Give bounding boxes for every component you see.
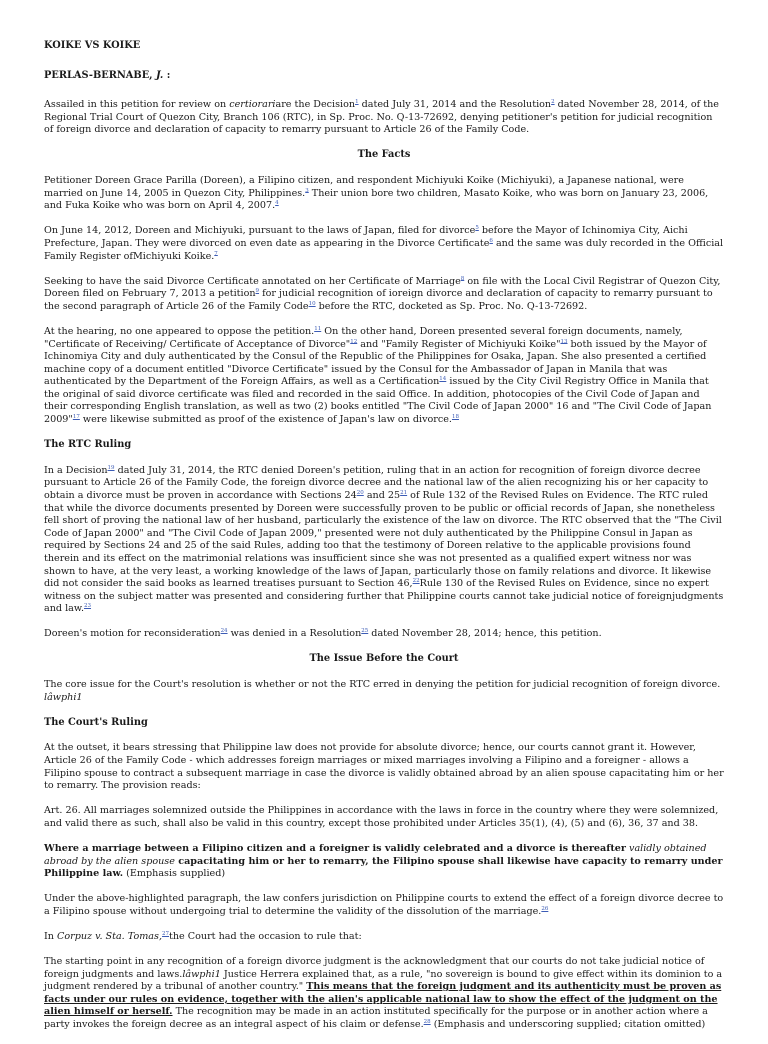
footnote-link[interactable]: 11: [314, 325, 322, 332]
footnote-link[interactable]: 27: [162, 930, 170, 937]
issue-paragraph: The core issue for the Court's resolution is whether or not the RTC erred in denying the petition for judicial recognition of foreign divorce. lâwphi1: [44, 679, 721, 703]
footnote-link[interactable]: 19: [107, 464, 115, 471]
footnote-link[interactable]: 24: [220, 628, 228, 635]
heading-issue-before-court: The Issue Before the Court: [309, 653, 459, 665]
footnote-link[interactable]: 7: [214, 250, 218, 257]
ruling-paragraph-1: At the outset, it bears stressing that Philippine law does not provide for absolute divorce; hence, our courts cannot grant it. However, Article 26 of the Family Code - which addresses foreign marriages or mixed marriages involving a Filipino and a foreigner - allows a Filipino spouse to contract a subsequent marriage in case the divorce is validly obtained abroad by an alien spouse capacitating him or her to remarry. The provision reads:: [44, 742, 724, 792]
footnote-link[interactable]: 25: [361, 628, 369, 635]
footnote-link[interactable]: 3: [305, 187, 309, 194]
footnote-link[interactable]: 10: [308, 300, 316, 307]
footnote-link[interactable]: 9: [255, 288, 260, 295]
facts-paragraph-3: Seeking to have the said Divorce Certificate annotated on her Certificate of Marriage$^8$ on file with the Local Civil Registrar of Quezon City, Doreen filed on February 7, 2013 a petition$^9$ for judicial recognition of ioreign divorce and declaration of capacity to remarry pursuant to the second paragraph of Article 26 of the Family Code$^{10}$ before the RTC, docketed as Sp. Proc. No. Q-13-72692.: [44, 275, 721, 312]
ponente-name: PERLAS-BERNABE,: [44, 69, 153, 81]
intro-paragraph: Assailed in this petition for review on certiorariare the Decision$^1$ dated July 31, 2014 and the Resolution$^2$ dated November 28, 2014, of the Regional Trial Court of Quezon City, Branch 106 (RTC), in Sp. Proc. No. Q-13-72692, denying petitioner's petition for judicial recognition of foreign divorce and declaration of capacity to remarry pursuant to Article 26 of the Family Code.: [44, 99, 719, 136]
facts-paragraph-2: On June 14, 2012, Doreen and Michiyuki, pursuant to the laws of Japan, filed for divorce$^5$ before the Mayor of Ichinomiya City, Aichi Prefecture, Japan. They were divorced on even date as appearing in the Divorce Certificate$^6$ and the same was duly recorded in the Official Family Register ofMichiyuki Koike.$^7$: [44, 225, 724, 262]
document-page: [44, 40, 724, 1044]
ruling-paragraph-2: Under the above-highlighted paragraph, the law confers jurisdiction on Philippine courts to extend the effect of a foreign divorce decree to a Filipino spouse without undergoing trial to determine the validity of the dissolution of the marriage.$^{26}$: [44, 893, 724, 917]
certiorari-term: certiorari: [229, 99, 276, 111]
heading-courts-ruling: The Court's Ruling: [44, 716, 148, 728]
footnote-link[interactable]: 6: [489, 237, 493, 244]
footnote-link[interactable]: 28: [423, 1018, 431, 1025]
footnote-link[interactable]: 17: [72, 413, 80, 420]
facts-paragraph-1: Petitioner Doreen Grace Parilla (Doreen), a Filipino citizen, and respondent Michiyuki Koike (Michiyuki), a Japanese national, were married on June 14, 2005 in Quezon City, Philippines.$^3$ Their union bore two children, Masato Koike, who was born on January 23, 2006, and Fuka Koike who was born on April 4, 2007.$^4$: [44, 175, 709, 212]
footnote-link[interactable]: 26: [541, 905, 549, 912]
watermark-text: lâwphi1: [182, 968, 221, 980]
footnote-link[interactable]: 1: [355, 99, 359, 105]
rtc-paragraph-1: In a Decision$^{19}$ dated July 31, 2014, the RTC denied Doreen's petition, ruling that in an action for recognition of foreign divorce decree pursuant to Article 26 of the Family Code, the foreign divorce decree and the national law of the alien recognizing his or her capacity to obtain a divorce must be proven in accordance with Sections 24$^{20}$ and 25$^{21}$ of Rule 132 of the Revised Rules on Evidence. The RTC ruled that while the divorce documents presented by Doreen were successfully proven to be public or official records of Japan, she nonetheless fell short of proving the national law of her husband, particularly the existence of the law on divorce. The RTC observed that the "The Civil Code of Japan 2000" and "The Civil Code of Japan 2009," presented were not duly authenticated by the Philippine Consul in Japan as required by Sections 24 and 25 of the said Rules, adding too that the testimony of Doreen relative to the applicable provisions found therein and its effect on the matrimonial relations was insufficient since she was not presented as a qualified expert witness nor was shown to have, at the very least, a working knowledge of the laws of Japan, particularly those on family relations and divorce. It likewise did not consider the said books as learned treatises pursuant to Section 46,22Rule 130 of the Revised Rules on Evidence, since no expert witness on the subject matter was presented and considering further that Philippine courts cannot take judicial notice of foreignjudgments and law.$^{23}$: [44, 464, 724, 615]
footnote-link[interactable]: 5: [475, 225, 479, 232]
footnote-link[interactable]: 12: [350, 338, 358, 345]
article-26-second-paragraph: Where a marriage between a Filipino citizen and a foreigner is validly celebrated and a divorce is thereafter validly obtained abroad by the alien spouse capacitating him or her to remarry, the Filipino spouse shall likewise have capacity to remarry under Philippine law. (Emphasis supplied): [44, 842, 723, 880]
footnote-link[interactable]: 8: [460, 275, 465, 282]
footnote-link[interactable]: 4: [275, 200, 279, 207]
footnote-link[interactable]: 18: [451, 413, 459, 420]
underscored-emphasis: This means that the foreign judgment and its authenticity must be proven as facts under our rules on evidence, together with the alien's applicable national law to show the effect of the judgment on the alien himself or herself.: [44, 981, 722, 1018]
footnote-link[interactable]: 13: [560, 338, 568, 345]
watermark-text: lâwphi1: [44, 691, 83, 703]
heading-rtc-ruling: The RTC Ruling: [44, 439, 132, 451]
ponente-suffix: J.: [156, 69, 164, 81]
corpuz-quote-paragraph: The starting point in any recognition of a foreign divorce judgment is the acknowledgment that our courts do not take judicial notice of foreign judgments and laws.lâwphi1 Justice Herrera explained that, as a rule, "no sovereign is bound to give effect within its dominion to a judgment rendered by a tribunal of another country." This means that the foreign judgment and its authenticity must be proven as facts under our rules on evidence, together with the alien's applicable national law to show the effect of the judgment on the alien himself or herself. The recognition may be made in an action instituted specifically for the purpose or in another action where a party invokes the foreign decree as an integral aspect of his claim or defense.$^{28}$ (Emphasis and underscoring supplied; citation omitted): [44, 955, 723, 1030]
footnote-link[interactable]: 23: [84, 603, 91, 610]
rtc-paragraph-2: Doreen's motion for reconsideration$^{24}$ was denied in a Resolution$^{25}$ dated November 28, 2014; hence, this petition.: [44, 628, 602, 640]
article-26-paragraph: Art. 26. All marriages solemnized outside the Philippines in accordance with the laws in force in the country where they were solemnized, and valid there as such, shall also be valid in this country, except those prohibited under Articles 35(1), (4), (5) and (6), 36, 37 and 38.: [44, 805, 719, 829]
footnote-link[interactable]: 14: [439, 376, 447, 383]
footnote-link[interactable]: 2: [551, 99, 555, 105]
document-title: KOIKE VS KOIKE: [44, 40, 141, 51]
ponente-line: PERLAS-BERNABE, J. :: [44, 69, 171, 81]
ruling-paragraph-3: In Corpuz v. Sta. Tomas,$^{27}$the Court had the occasion to rule that:: [44, 930, 362, 942]
footnote-link[interactable]: 22: [412, 577, 420, 584]
footnote-link[interactable]: 21: [400, 489, 408, 496]
heading-the-facts: The Facts: [357, 149, 411, 161]
facts-paragraph-4: At the hearing, no one appeared to oppose the petition.$^{11}$ On the other hand, Doreen presented several foreign documents, namely, "Certificate of Receiving/ Certificate of Acceptance of Divorce"$^{12}$ and "Family Register of Michiyuki Koike"$^{13}$ both issued by the Mayor of Ichinomiya City and duly authenticated by the Consul of the Republic of the Philippines for Osaka, Japan. She also presented a certified machine copy of a document entitled "Divorce Certificate" issued by the Consul for the Ambassador of Japan in Manila that was authenticated by the Department of the Foreign Affairs, as well as a Certification$^{14}$ issued by the City Civil Registry Office in Manila that the original of said divorce certificate was filed and recorded in the said Office. In addition, photocopies of the Civil Code of Japan and their corresponding English translation, as well as two (2) books entitled "The Civil Code of Japan 2000" 16 and "The Civil Code of Japan 2009"$^{17}$ were likewise submitted as proof of the existence of Japan's law on divorce.$^{18}$: [44, 325, 712, 426]
footnote-link[interactable]: 20: [356, 489, 364, 496]
case-citation: Corpuz v. Sta. Tomas,: [57, 930, 163, 942]
